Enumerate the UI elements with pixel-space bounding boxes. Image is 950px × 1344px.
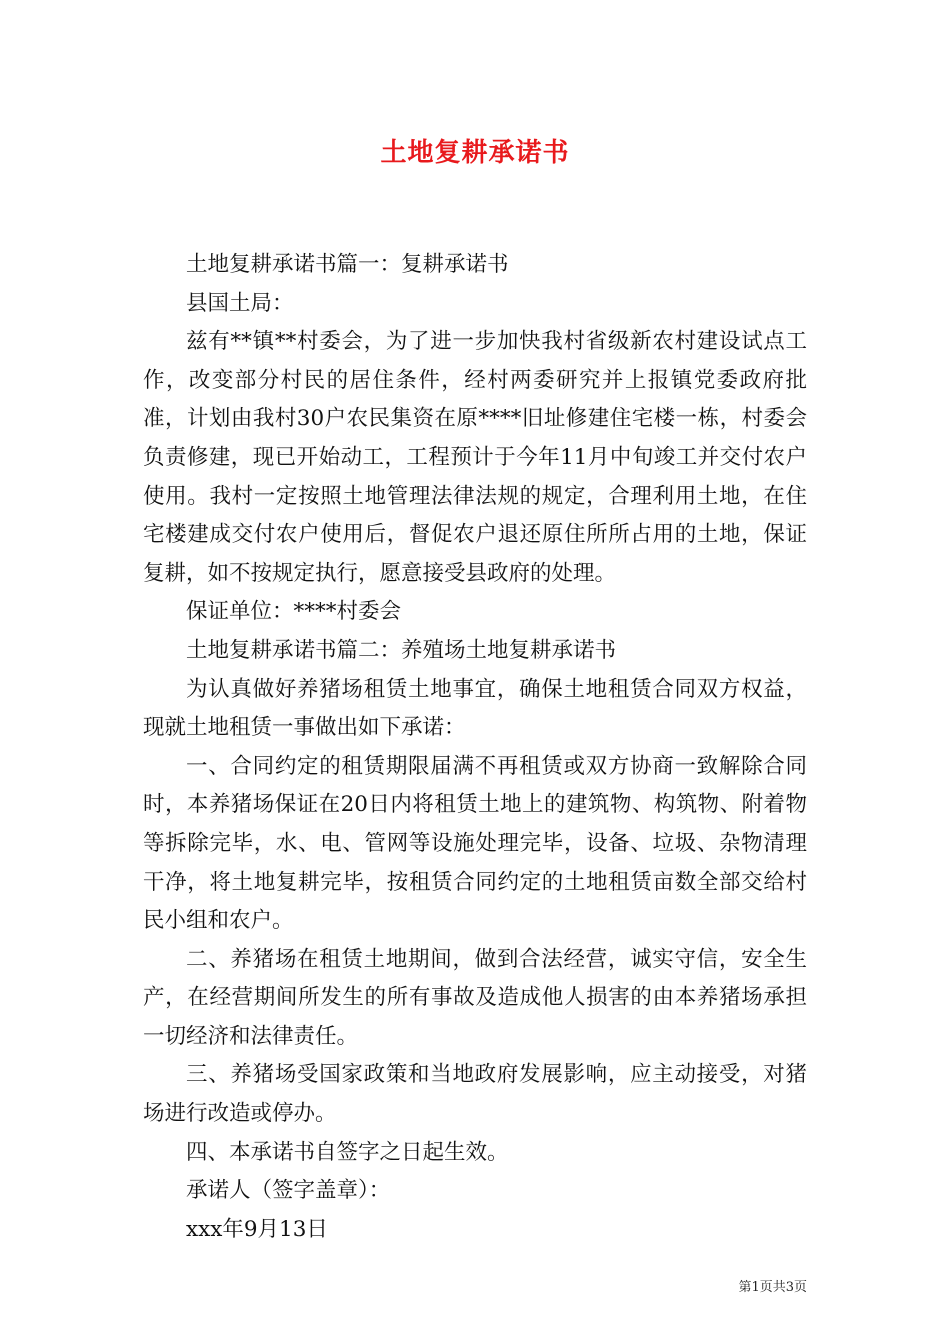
paragraph-commitment-one: 兹有**镇**村委会，为了进一步加快我村省级新农村建设试点工作，改变部分村民的居住条件，经村两委研究并上报镇党委政府批准，计划由我村30户农民集资在原****旧址修建住宅楼一栋，村委会负责修建，现已开始动工，工程预计于今年11月中旬竣工并交付农户使用。我村一定按照土地管理法律法规的规定，合理利用土地，在住宅楼建成交付农户使用后，督促农户退还原住所所占用的土地，保证复耕，如不按规定执行，愿意接受县政府的处理。	[143, 329, 807, 586]
page-number: 第1页共3页	[738, 1280, 807, 1295]
paragraph-intro: 为认真做好养猪场租赁土地事宜，确保土地租赁合同双方权益，现就土地租赁一事做出如下承诺：	[143, 676, 807, 741]
paragraph-section-two-heading: 土地复耕承诺书篇二：养殖场土地复耕承诺书	[186, 637, 617, 663]
paragraph-addressee: 县国土局：	[186, 290, 294, 316]
document-body	[143, 246, 807, 1249]
paragraph-date: xxx年9月13日	[186, 1216, 328, 1242]
paragraph-item-two: 二、养猪场在租赁土地期间，做到合法经营，诚实守信，安全生产，在经营期间所发生的所有事故及造成他人损害的由本养猪场承担一切经济和法律责任。	[143, 946, 807, 1049]
paragraph-item-one: 一、合同约定的租赁期限届满不再租赁或双方协商一致解除合同时，本养猪场保证在20日内将租赁土地上的建筑物、构筑物、附着物等拆除完毕，水、电、管网等设施处理完毕，设备、垃圾、杂物清理干净，将土地复耕完毕，按租赁合同约定的土地租赁亩数全部交给村民小组和农户。	[143, 753, 807, 934]
paragraph-item-three: 三、养猪场受国家政策和当地政府发展影响，应主动接受，对猪场进行改造或停办。	[143, 1062, 807, 1127]
paragraph-section-one-heading: 土地复耕承诺书篇一：复耕承诺书	[186, 252, 509, 277]
paragraph-item-four: 四、本承诺书自签字之日起生效。	[186, 1139, 509, 1165]
paragraph-signatory: 承诺人（签字盖章）：	[186, 1178, 391, 1204]
document-title: 土地复耕承诺书	[380, 138, 570, 168]
paragraph-guarantor: 保证单位：****村委会	[186, 599, 402, 625]
